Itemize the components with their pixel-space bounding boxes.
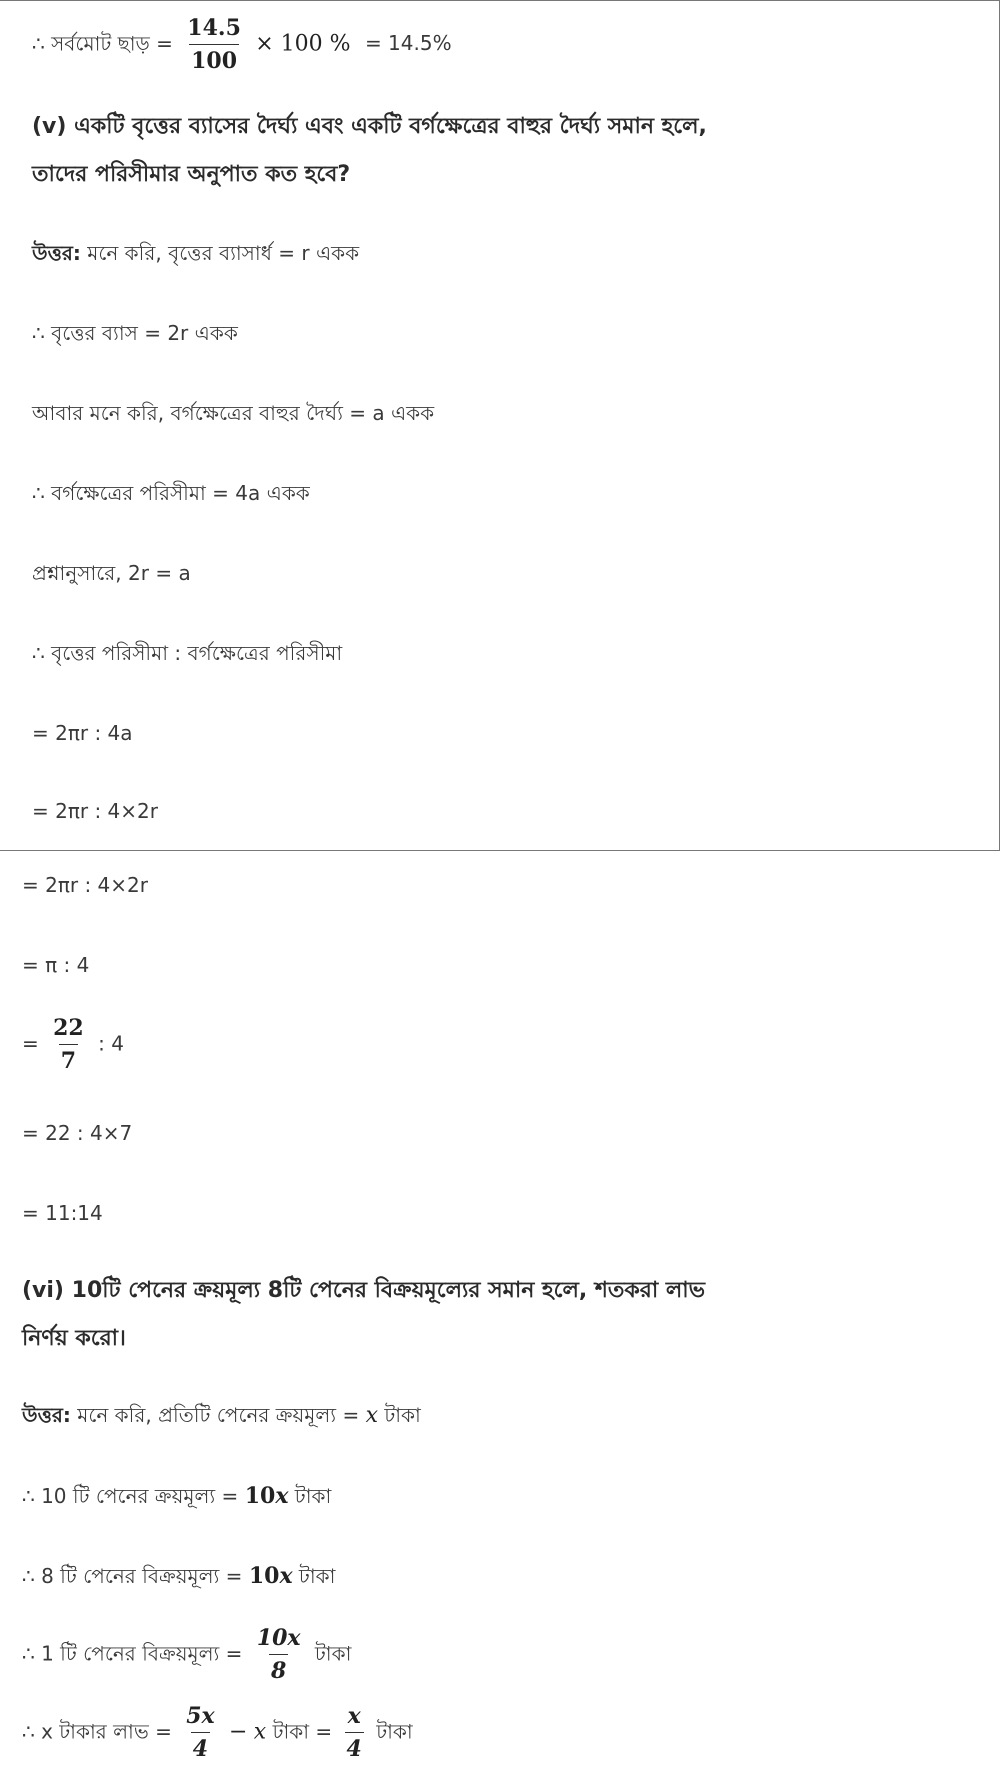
step-line: = 2πr : 4a <box>32 721 133 745</box>
fraction-denominator: 4 <box>345 1732 364 1762</box>
step-line: ∴ বৃত্তের ব্যাস = 2r একক <box>32 321 238 345</box>
profit-line <box>22 1703 413 1763</box>
step-line: ∴ বর্গক্ষেত্রের পরিসীমা = 4a একক <box>32 481 310 505</box>
text-span: টাকা = <box>272 1719 333 1744</box>
content-panel-bottom <box>0 850 1000 1777</box>
text-span: ∴ 1 টি পেনের বিক্রয়মূল্য = <box>22 1641 243 1666</box>
step-line: = 2πr : 4×2r <box>32 799 158 823</box>
question-v-line1: (v) একটি বৃত্তের ব্যাসের দৈর্ঘ্য এবং একটি বর্গক্ষেত্রের বাহুর দৈর্ঘ্য সমান হলে, <box>32 114 707 139</box>
fraction <box>184 1703 216 1763</box>
fraction-numerator: 10x <box>256 1625 301 1651</box>
step-line: = 22 : 4×7 <box>22 1121 133 1145</box>
text-span: টাকা <box>314 1641 352 1666</box>
discount-total-line <box>32 15 452 75</box>
fraction-denominator: 7 <box>59 1044 78 1074</box>
fraction-numerator: 14.5 <box>187 15 241 41</box>
math-operator: − <box>229 1719 248 1745</box>
step-line: = 11:14 <box>22 1201 103 1225</box>
answer-line <box>32 241 359 265</box>
fraction-numerator: 22 <box>53 1015 84 1041</box>
answer-line <box>22 1403 421 1429</box>
math-number: 10 <box>244 1483 276 1509</box>
text-span: ∴ x টাকার লাভ = <box>22 1719 172 1744</box>
cost-line <box>22 1483 331 1509</box>
step-line: আবার মনে করি, বর্গক্ষেত্রের বাহুর দৈর্ঘ্য = a একক <box>32 401 435 425</box>
math-span: × 100 % <box>255 31 351 57</box>
text-span: টাকা <box>298 1564 336 1588</box>
answer-label: উত্তর: <box>32 241 81 265</box>
fraction-denominator: 4 <box>191 1732 210 1762</box>
text-span: ∴ সর্বমোট ছাড় = <box>32 31 173 56</box>
unit-selling-line <box>22 1625 351 1685</box>
step-line: = 2πr : 4×2r <box>22 873 148 897</box>
fraction-line <box>22 1015 124 1075</box>
text-span: ∴ 10 টি পেনের ক্রয়মূল্য = <box>22 1484 239 1508</box>
text-span: ∴ 8 টি পেনের বিক্রয়মূল্য = <box>22 1564 243 1588</box>
question-vi-line1: (vi) 10টি পেনের ক্রয়মূল্য 8টি পেনের বিক্রয়মূল্যের সমান হলে, শতকরা লাভ <box>22 1278 706 1303</box>
text-span: মনে করি, বৃত্তের ব্যাসার্ধ = r একক <box>80 241 360 265</box>
text-span: টাকা <box>384 1403 421 1427</box>
answer-label: উত্তর: <box>22 1403 71 1427</box>
math-variable: x <box>279 1563 293 1589</box>
fraction <box>185 15 243 75</box>
math-variable: x <box>275 1483 289 1509</box>
fraction-denominator: 8 <box>269 1654 288 1684</box>
step-line: প্রশ্নানুসারে, 2r = a <box>32 561 191 585</box>
math-variable: x <box>365 1403 378 1428</box>
fraction <box>51 1015 86 1075</box>
question-vi-line2: নির্ণয় করো। <box>22 1326 126 1351</box>
step-line: ∴ বৃত্তের পরিসীমা : বর্গক্ষেত্রের পরিসীমা <box>32 641 343 665</box>
text-span: টাকা <box>376 1719 413 1744</box>
step-line: = π : 4 <box>22 953 90 977</box>
fraction-denominator: 100 <box>189 44 239 74</box>
text-span: = 14.5% <box>364 31 452 56</box>
content-panel-top <box>0 0 1000 850</box>
math-number: 10 <box>248 1563 280 1589</box>
fraction <box>255 1625 303 1685</box>
text-span: মনে করি, প্রতিটি পেনের ক্রয়মূল্য = <box>70 1403 360 1427</box>
selling-line <box>22 1563 335 1589</box>
fraction-numerator: 5x <box>186 1703 215 1729</box>
question-v-line2: তাদের পরিসীমার অনুপাত কত হবে? <box>32 162 351 187</box>
math-variable: x <box>253 1719 267 1745</box>
text-span: টাকা <box>294 1484 332 1508</box>
fraction-numerator: x <box>347 1703 361 1729</box>
fraction <box>345 1703 364 1763</box>
text-span: = <box>22 1031 39 1056</box>
text-span: : 4 <box>98 1031 124 1056</box>
